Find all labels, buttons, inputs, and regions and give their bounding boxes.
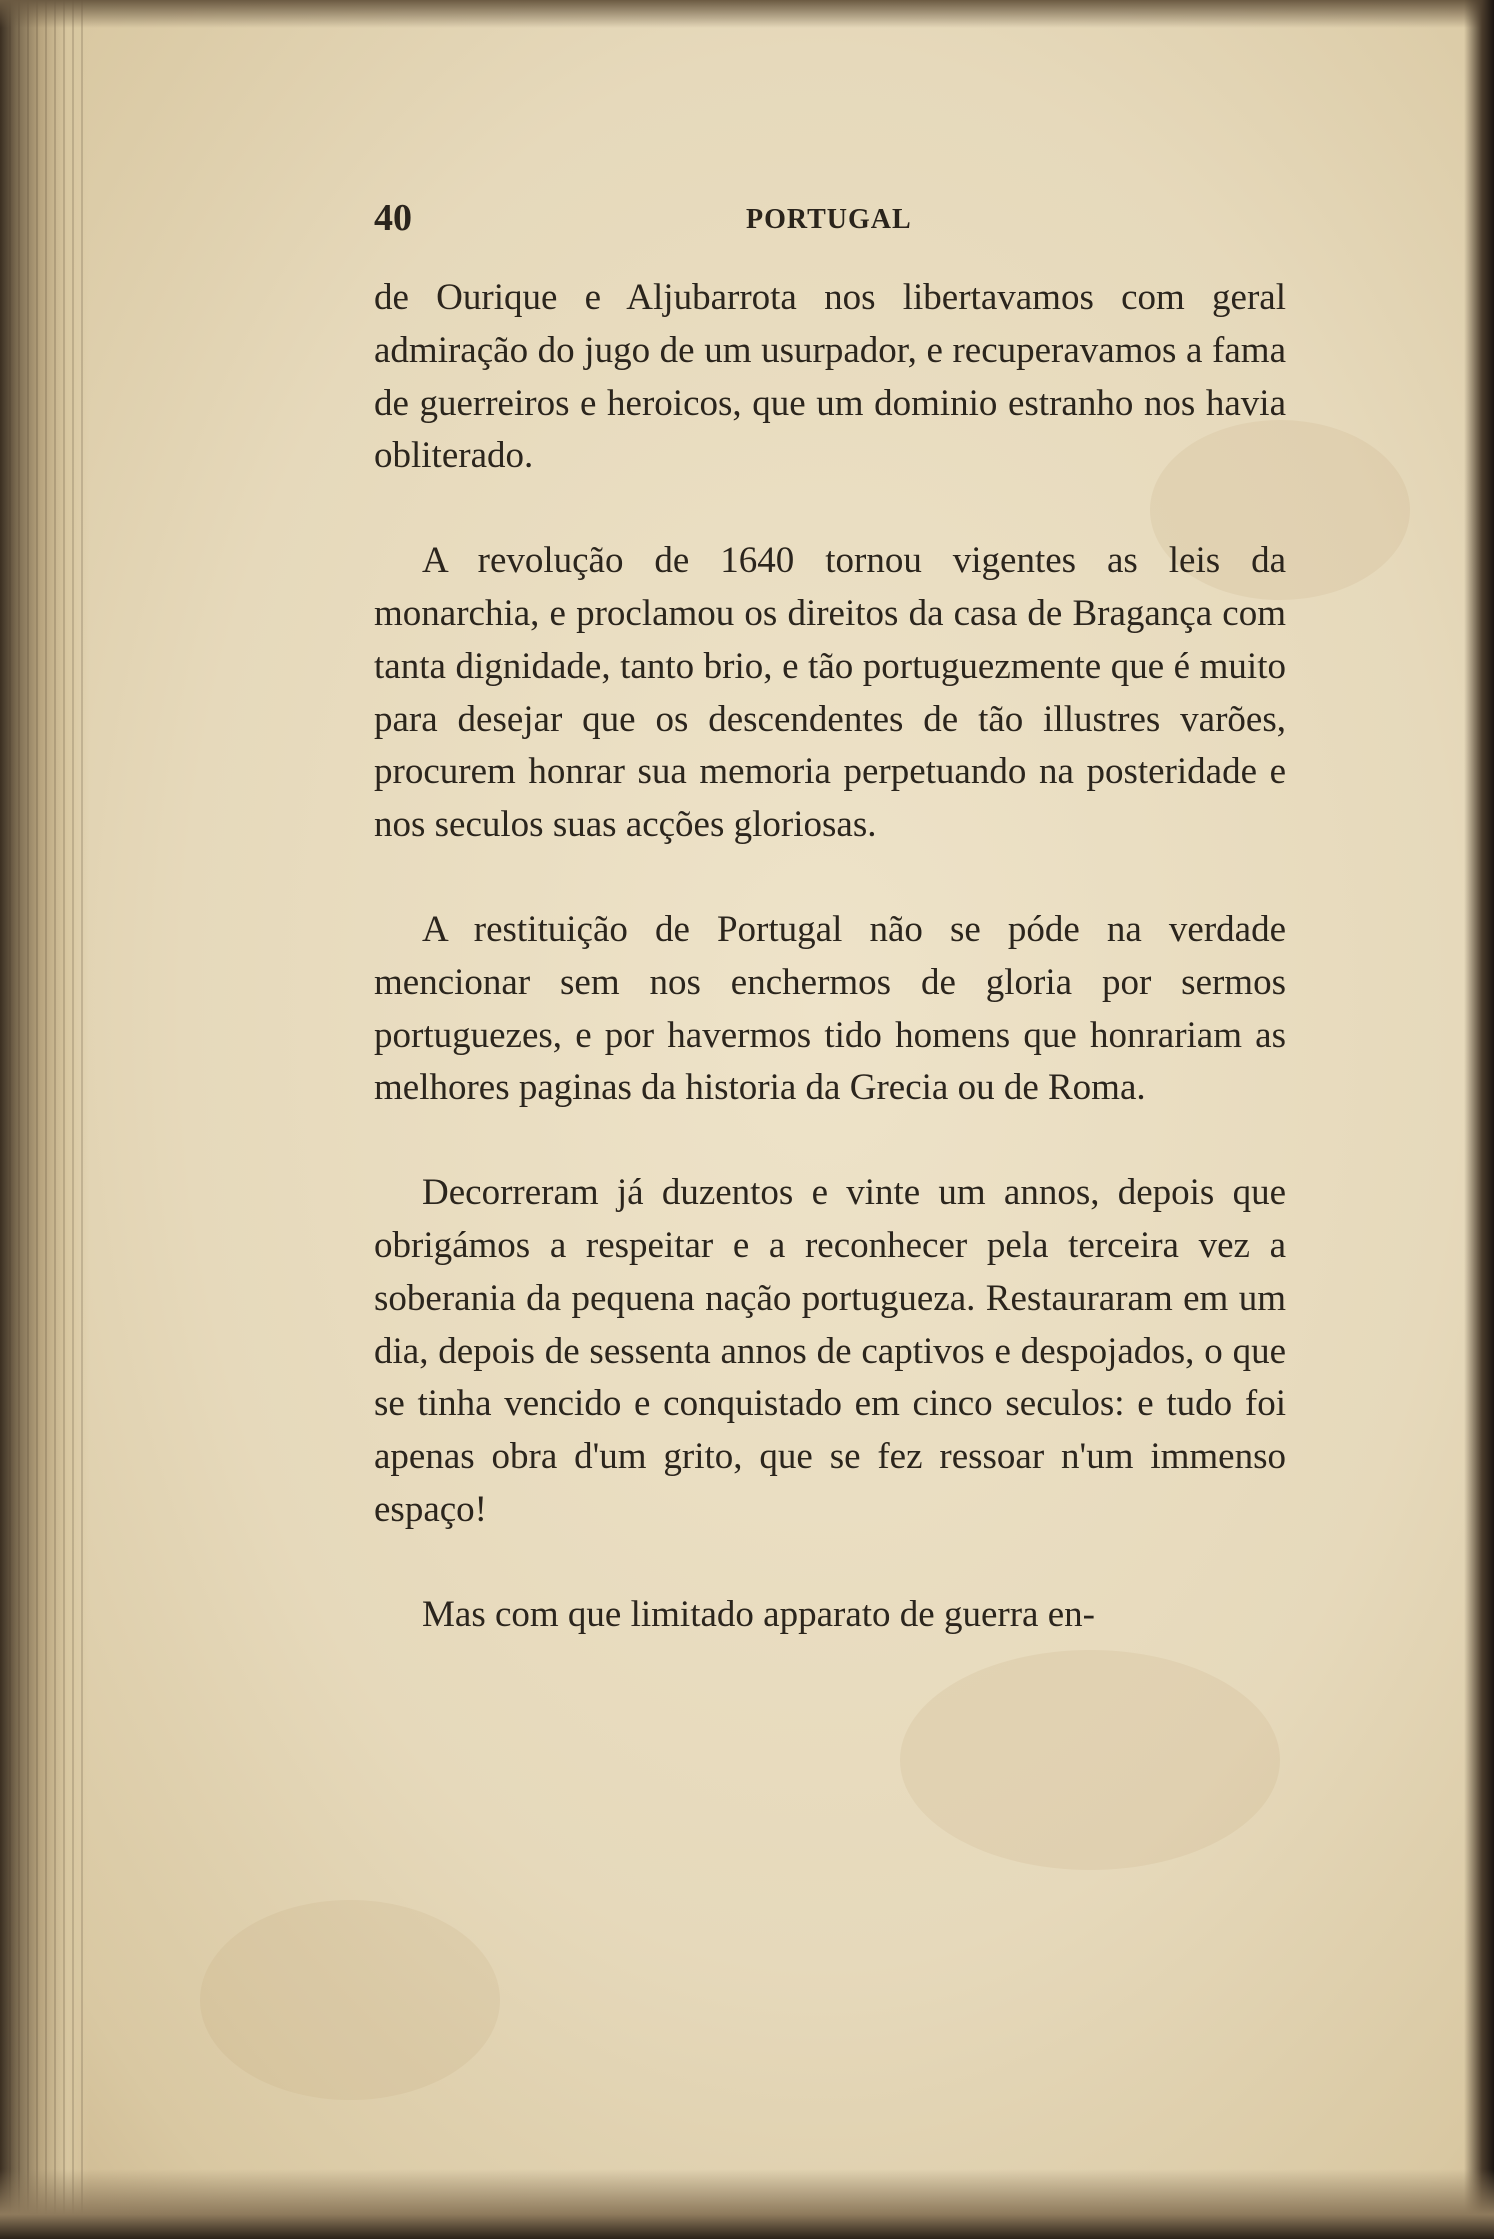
paragraph: de Ourique e Aljubarrota nos libertavamos com geral admiração do jugo de um usurpador, e recuperavamos a fama de guerreiros e heroicos, que um dominio estranho nos havia obliterado. [374,277,1286,477]
page-top-edge [0,0,1494,28]
body-text [374,272,1286,1642]
page-bottom-edge [0,2169,1494,2239]
paper-stain [200,1900,500,2100]
paper-stain [900,1650,1280,1870]
page-header [374,196,1274,244]
paragraph: A restituição de Portugal não se póde na verdade mencionar sem nos enchermos de gloria por sermos portuguezes, e por havermos tido homens que honrariam as melhores paginas da historia da Grecia ou de Roma. [374,908,1286,1109]
paragraph: A revolução de 1640 tornou vigentes as leis da monarchia, e proclamou os direitos da casa de Bragança com tanta dignidade, tanto brio, e tão portuguezmente que é muito para desejar que os descendentes de tão illustres varões, procurem honrar sua memoria perpetuando na posteridade e nos seculos suas acções gloriosas. [374,540,1286,846]
page-binding-edge [0,0,90,2239]
running-head: PORTUGAL [746,204,912,235]
paragraph: Mas com que limitado apparato de guerra en- [422,1593,1095,1635]
page-number: 40 [374,197,412,239]
page-right-edge [1464,0,1494,2239]
paragraph: Decorreram já duzentos e vinte um annos, depois que obrigámos a respeitar e a reconhecer pela terceira vez a soberania da pequena nação portugueza. Restauraram em um dia, depois de sessenta annos de captivos e despojados, o que se tinha vencido e conquistado em cinco seculos: e tudo foi apenas obra d'um grito, que se fez ressoar n'um immenso espaço! [374,1172,1286,1530]
